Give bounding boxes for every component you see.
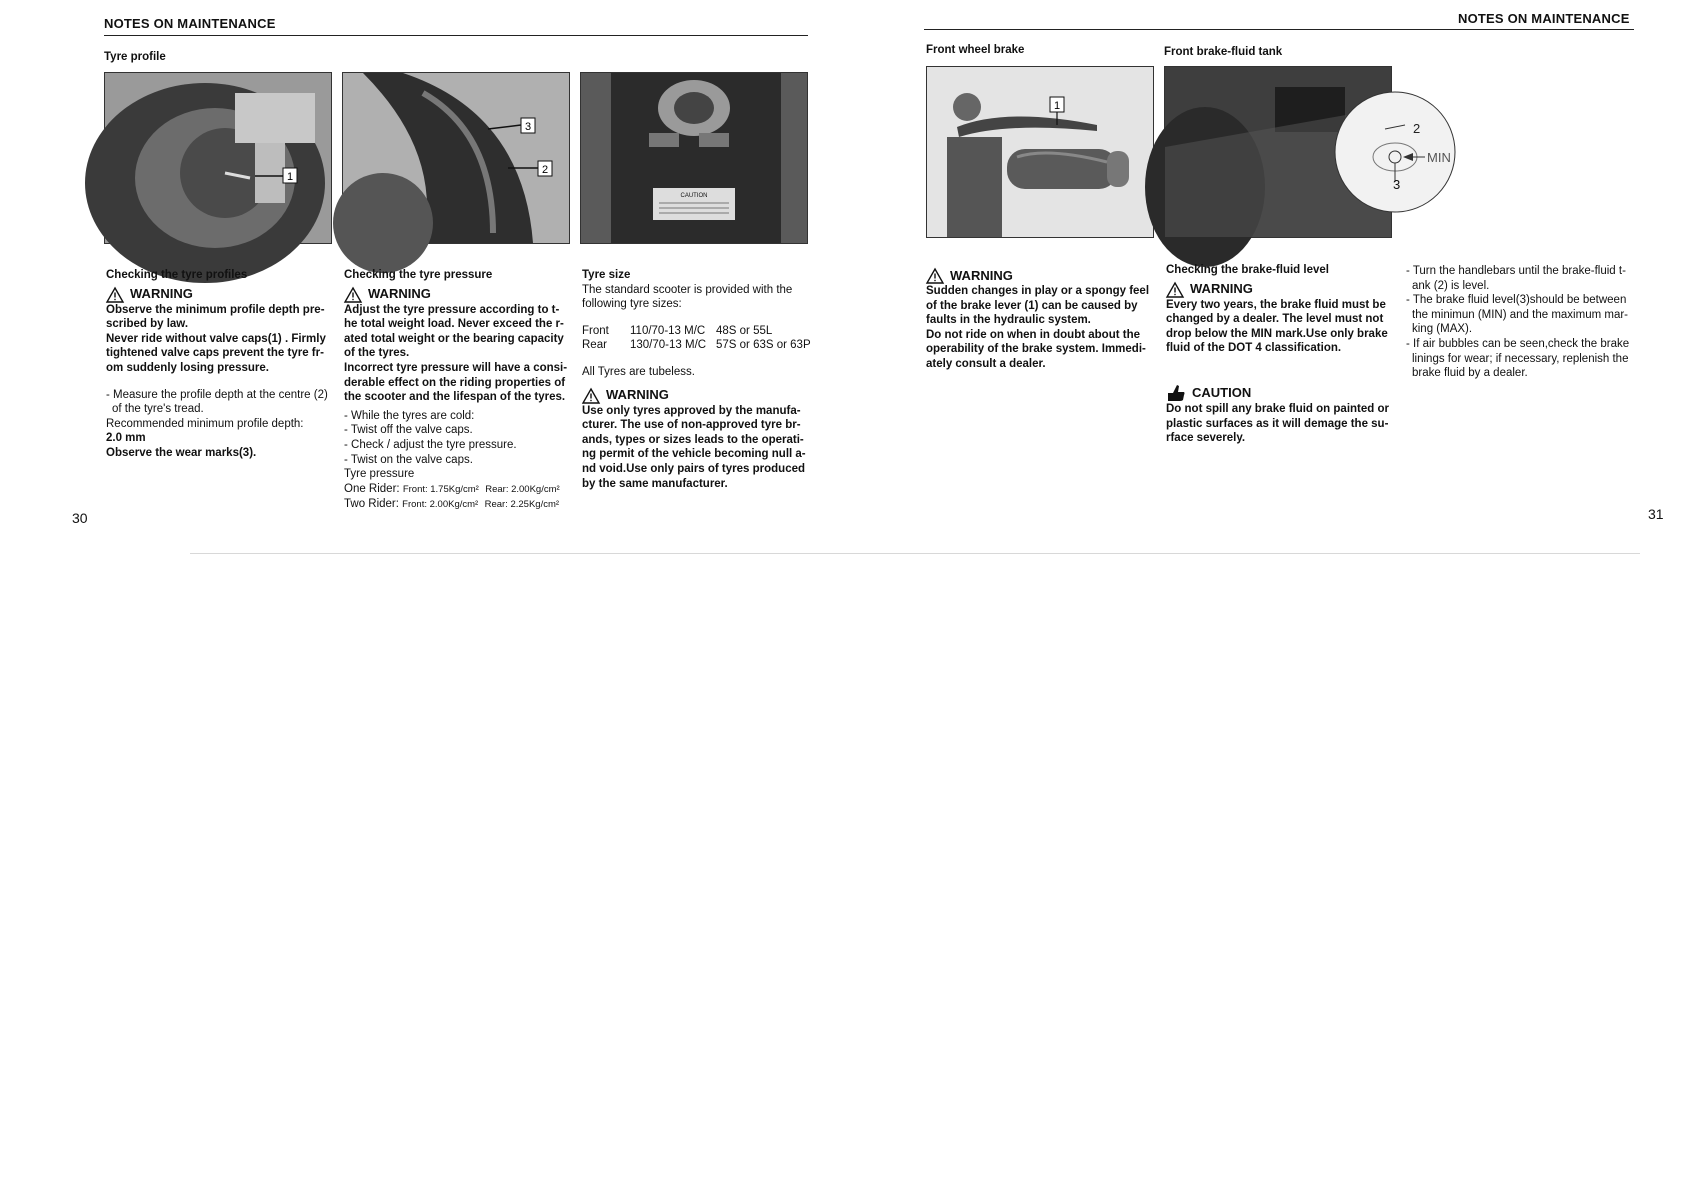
warning-triangle-icon: [106, 287, 124, 303]
text-line: Recommended minimum profile depth:: [106, 417, 304, 430]
warning-label: WARNING: [368, 286, 431, 302]
text-line: ated total weight or the bearing capacity: [344, 332, 564, 345]
brake-warning: [926, 268, 1158, 284]
svg-text:2: 2: [541, 164, 549, 176]
left-page-header: NOTES ON MAINTENANCE: [104, 16, 276, 31]
callout-2: 2: [1413, 121, 1421, 136]
text-line: 2.0 mm: [106, 432, 146, 445]
left-header-rule: [104, 35, 808, 36]
tyre-profiles-heading: Checking the tyre profiles: [106, 269, 248, 281]
text-line: - While the tyres are cold:: [344, 409, 475, 422]
rear-pressure: Rear: 2.00Kg/cm²: [485, 483, 560, 495]
rider-label: One Rider:: [344, 482, 400, 495]
tyre-size-warning: [582, 388, 814, 404]
table-cell: 130/70-13 M/C: [630, 339, 707, 352]
two-rider-pressure: [344, 497, 572, 513]
text-line: drop below the MIN mark.Use only brake: [1166, 327, 1388, 340]
brake-fluid-tank-photo: [1164, 66, 1451, 238]
warning-label: WARNING: [950, 267, 1013, 283]
text-line: - Twist off the valve caps.: [344, 424, 473, 437]
svg-text:1: 1: [286, 171, 294, 183]
text-line: Do not spill any brake fluid on painted or: [1166, 402, 1389, 415]
text-line: - Check / adjust the tyre pressure.: [344, 438, 517, 451]
callout-3: 3: [1393, 177, 1401, 192]
table-row: [582, 324, 814, 339]
text-line: ately consult a dealer.: [926, 357, 1046, 370]
text-line: The standard scooter is provided with the: [582, 283, 793, 296]
one-rider-pressure: [344, 482, 572, 498]
text-line: Observe the minimum profile depth pre-: [106, 303, 325, 316]
text-line: plastic surfaces as it will demage the su-: [1166, 417, 1389, 430]
caution-hand-icon: [1166, 384, 1186, 402]
tyre-profiles-warning: [106, 287, 332, 303]
tyre-pressure-warning: [344, 287, 572, 303]
text-line: the minimun (MIN) and the maximum mar-: [1412, 308, 1628, 321]
text-line: by the same manufacturer.: [582, 477, 728, 490]
page-number-left: 30: [72, 510, 88, 526]
warning-triangle-icon: [926, 268, 944, 284]
rider-label: Two Rider:: [344, 498, 399, 511]
tyre-size-table: [582, 324, 814, 353]
text-line: Never ride without valve caps(1) . Firmly: [106, 332, 326, 345]
text-line: of the brake lever (1) can be caused by: [926, 299, 1138, 312]
tyre-valve-photo: [104, 72, 332, 244]
warning-triangle-icon: [1166, 282, 1184, 298]
brake-fluid-caution: [1166, 384, 1396, 402]
text-line: brake fluid by a dealer.: [1412, 367, 1528, 380]
text-line: rface severely.: [1166, 432, 1246, 445]
text-line: scribed by law.: [106, 318, 189, 331]
front-pressure: Front: 2.00Kg/cm²: [402, 499, 479, 511]
text-line: cturer. The use of non-approved tyre br-: [582, 419, 801, 432]
text-line: Every two years, the brake fluid must be: [1166, 298, 1386, 311]
text-line: derable effect on the riding properties of: [344, 376, 566, 389]
text-line: - The brake fluid level(3)should be between: [1406, 294, 1627, 307]
text-line: operability of the brake system. Immedi-: [926, 343, 1146, 356]
warning-triangle-icon: [582, 388, 600, 404]
text-line: ng permit of the vehicle becoming null a-: [582, 448, 806, 461]
text-line: he total weight load. Never exceed the r-: [344, 318, 564, 331]
text-line: Do not ride on when in doubt about the: [926, 328, 1140, 341]
text-line: of the tyres.: [344, 347, 410, 360]
text-line: faults in the hydraulic system.: [926, 314, 1091, 327]
right-page-header: NOTES ON MAINTENANCE: [1458, 11, 1630, 26]
tyre-profile-label: Tyre profile: [104, 51, 166, 63]
text-line: Adjust the tyre pressure according to t-: [344, 303, 560, 316]
tyre-size-heading: Tyre size: [582, 269, 631, 281]
brake-fluid-steps-column: [1406, 264, 1638, 381]
brake-fluid-level-column: [1166, 263, 1396, 446]
table-cell: 57S or 63S or 63P: [716, 339, 811, 352]
text-line: Observe the wear marks(3).: [106, 446, 257, 459]
caution-label: CAUTION: [1192, 384, 1252, 400]
caution-plate-text: CAUTION: [680, 193, 708, 199]
tyre-pressure-column: [344, 268, 572, 513]
text-line: Incorrect tyre pressure will have a consi-: [344, 361, 568, 374]
tubeless-note: All Tyres are tubeless.: [582, 365, 695, 378]
warning-label: WARNING: [130, 286, 193, 302]
table-cell: Front: [582, 324, 609, 337]
text-line: linings for wear; if necessary, replenish the: [1412, 352, 1629, 365]
warning-triangle-icon: [344, 287, 362, 303]
tyre-tread-photo: [342, 72, 570, 244]
text-line: Sudden changes in play or a spongy feel: [926, 285, 1150, 297]
svg-text:3: 3: [524, 121, 532, 133]
svg-text:1: 1: [1053, 100, 1061, 112]
text-line: - Twist on the valve caps.: [344, 453, 473, 466]
tyre-size-column: [582, 268, 814, 491]
page-number-right: 31: [1648, 506, 1664, 522]
text-line: Tyre pressure: [344, 468, 415, 481]
scan-fold-line: [190, 553, 1640, 554]
text-line: - Turn the handlebars until the brake-fluid t-: [1406, 265, 1626, 277]
text-line: nd void.Use only pairs of tyres produced: [582, 462, 806, 475]
text-line: - Measure the profile depth at the centre (2): [106, 388, 328, 401]
text-line: ands, types or sizes leads to the operati-: [582, 433, 804, 446]
table-cell: 48S or 55L: [716, 324, 773, 337]
text-line: following tyre sizes:: [582, 298, 682, 311]
brake-fluid-heading: Checking the brake-fluid level: [1166, 264, 1329, 276]
front-wheel-brake-label: Front wheel brake: [926, 44, 1025, 56]
text-line: ank (2) is level.: [1412, 279, 1490, 292]
right-header-rule: [924, 29, 1634, 30]
text-line: king (MAX).: [1412, 323, 1473, 336]
table-cell: Rear: [582, 339, 607, 352]
tyre-profiles-column: [106, 268, 332, 461]
warning-label: WARNING: [1190, 281, 1253, 297]
text-line: - If air bubbles can be seen,check the brake: [1406, 337, 1630, 350]
front-brake-warning-column: [926, 264, 1158, 372]
text-line: changed by a dealer. The level must not: [1166, 313, 1384, 326]
brake-lever-photo: [926, 66, 1154, 238]
brake-fluid-warning: [1166, 282, 1396, 298]
callout-min: MIN: [1427, 150, 1451, 165]
text-line: of the tyre's tread.: [112, 403, 204, 416]
table-row: [582, 338, 814, 353]
brake-fluid-tank-label: Front brake-fluid tank: [1164, 46, 1283, 58]
text-line: the scooter and the lifespan of the tyres.: [344, 391, 566, 404]
text-line: tightened valve caps prevent the tyre fr-: [106, 347, 324, 360]
tyre-pressure-heading: Checking the tyre pressure: [344, 269, 493, 281]
text-line: om suddenly losing pressure.: [106, 361, 269, 374]
front-pressure: Front: 1.75Kg/cm²: [402, 483, 479, 495]
table-cell: 110/70-13 M/C: [630, 324, 706, 337]
warning-label: WARNING: [606, 387, 669, 403]
rear-pressure: Rear: 2.25Kg/cm²: [484, 499, 560, 511]
text-line: Use only tyres approved by the manufa-: [582, 404, 801, 417]
caution-plate-photo: [580, 72, 808, 244]
text-line: fluid of the DOT 4 classification.: [1166, 342, 1342, 355]
